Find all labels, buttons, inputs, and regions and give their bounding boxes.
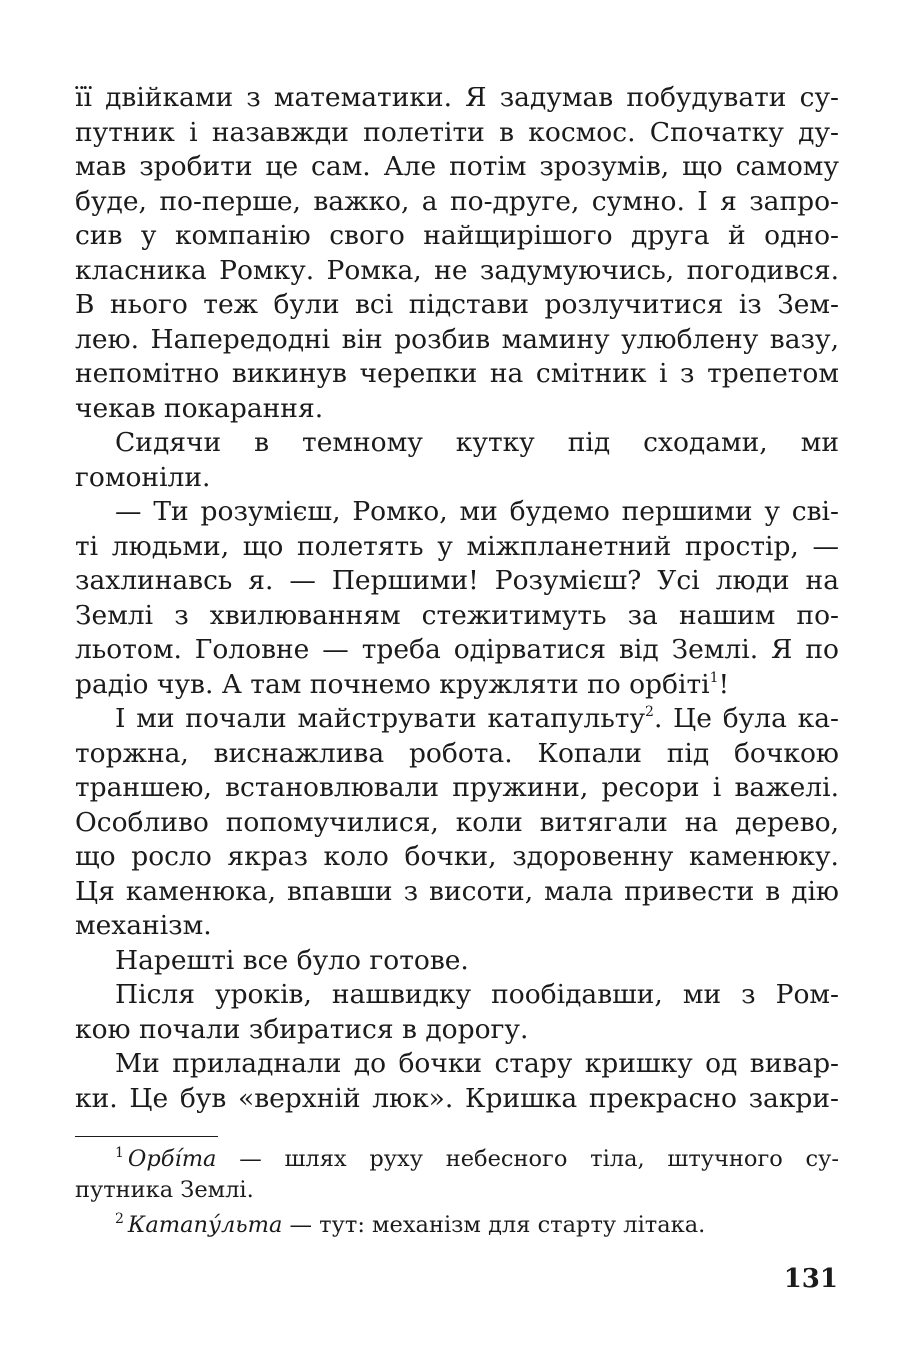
text-line bbox=[75, 633, 839, 668]
text-line-content: сив у компанію свого найщирішого друга й одно- bbox=[75, 220, 839, 251]
text-line bbox=[75, 288, 839, 323]
text-line bbox=[75, 1082, 839, 1117]
body-text bbox=[75, 81, 839, 1116]
text-line bbox=[75, 254, 839, 289]
text-line-content: гомоніли. bbox=[75, 461, 211, 493]
text-line-content: льотом. Головне — треба одірватися від Землі. Я по bbox=[75, 634, 839, 665]
text-line bbox=[75, 495, 839, 530]
text-line bbox=[75, 909, 839, 944]
text-line-content: непомітно викинув черепки на смітник і з трепетом bbox=[75, 358, 839, 389]
text-line-content: класника Ромку. Ромка, не задумуючись, погодився. bbox=[75, 254, 839, 286]
text-line bbox=[75, 771, 839, 806]
text-line-content: що росло якраз коло бочки, здоровенну каменюку. bbox=[75, 841, 839, 872]
text-line-content: Ця каменюка, впавши з висоти, мала привести в дію bbox=[75, 875, 839, 907]
text-line-content: Землі з хвилюванням стежитимуть за нашим по- bbox=[75, 599, 839, 631]
text-line bbox=[75, 219, 839, 254]
text-line-tail: ! bbox=[718, 668, 730, 700]
text-line bbox=[75, 426, 839, 461]
text-line-content: чекав покарання. bbox=[75, 392, 324, 424]
text-line-content: ті людьми, що полетять у міжпланетний простір, — bbox=[75, 530, 839, 562]
text-line bbox=[75, 599, 839, 634]
text-line-content: захлинавсь я. — Першими! Розумієш? Усі люди на bbox=[75, 565, 839, 596]
text-line bbox=[75, 392, 839, 427]
text-line bbox=[75, 150, 839, 185]
text-line bbox=[75, 116, 839, 151]
footnote-2-term: Катапу́льта bbox=[127, 1212, 283, 1238]
footnote-1-number: 1 bbox=[115, 1145, 124, 1161]
footnote-divider bbox=[75, 1136, 218, 1137]
text-line-content: В нього теж були всі підстави розлучитися із Зем- bbox=[75, 289, 839, 320]
footnote-2 bbox=[75, 1210, 839, 1241]
text-line-content: — Ти розумієш, Ромко, ми будемо першими у сві- bbox=[115, 496, 839, 527]
text-line-content: І ми почали майструвати катапульту bbox=[115, 703, 646, 734]
footnote-1-term: Орбі́та bbox=[127, 1146, 217, 1172]
text-line-content: мав зробити це сам. Але потім зрозумів, що самому bbox=[75, 151, 839, 182]
text-line-content: путник і назавжди полетіти в космос. Спочатку ду- bbox=[75, 116, 839, 148]
text-line-tail: . Це була ка- bbox=[653, 703, 840, 734]
footnote-marker: 1 bbox=[709, 669, 719, 686]
text-line-content: Нарешті все було готове. bbox=[115, 944, 469, 976]
footnotes bbox=[75, 1144, 839, 1241]
text-line-content: лею. Напередодні він розбив мамину улюблену вазу, bbox=[75, 323, 839, 355]
text-line bbox=[75, 875, 839, 910]
text-line bbox=[75, 461, 839, 496]
text-line bbox=[75, 668, 839, 703]
text-line bbox=[75, 978, 839, 1013]
text-line bbox=[75, 357, 839, 392]
text-line bbox=[75, 185, 839, 220]
text-line-content: Особливо попомучилися, коли витягали на дерево, bbox=[75, 806, 839, 838]
text-line bbox=[75, 564, 839, 599]
text-line-content: ки. Це був «верхній люк». Кришка прекрасно закри- bbox=[75, 1082, 839, 1114]
footnote-1 bbox=[75, 1144, 839, 1175]
text-line bbox=[75, 702, 839, 737]
footnote-1-text: — шлях руху небесного тіла, штучного су- bbox=[216, 1146, 839, 1172]
text-line-content: торжна, виснажлива робота. Копали під бочкою bbox=[75, 737, 839, 769]
text-line-content: Сидячи в темному кутку під сходами, ми bbox=[115, 427, 839, 458]
text-line-content: траншею, встановлювали пружини, ресори і важелі. bbox=[75, 772, 839, 803]
text-line-content: Після уроків, нашвидку пообідавши, ми з Ром- bbox=[115, 979, 839, 1010]
text-line bbox=[75, 1047, 839, 1082]
text-line bbox=[75, 806, 839, 841]
text-line bbox=[75, 1013, 839, 1048]
footnote-marker: 2 bbox=[645, 704, 654, 720]
text-line bbox=[75, 530, 839, 565]
text-line bbox=[75, 944, 839, 979]
text-line-content: радіо чув. А там почнемо кружляти по орбіті bbox=[75, 668, 710, 700]
text-line-content: механізм. bbox=[75, 910, 212, 941]
footnote-2-number: 2 bbox=[115, 1211, 124, 1227]
text-line-content: її двійками з математики. Я задумав побудувати су- bbox=[75, 82, 839, 113]
text-line-content: кою почали збиратися в дорогу. bbox=[75, 1013, 529, 1045]
text-line bbox=[75, 840, 839, 875]
text-line-content: буде, по-перше, важко, а по-друге, сумно. І я запро- bbox=[75, 185, 839, 217]
text-line-content: Ми приладнали до бочки стару кришку од вивар- bbox=[115, 1048, 839, 1079]
footnote-1-continuation: путника Землі. bbox=[75, 1177, 254, 1203]
text-line bbox=[75, 81, 839, 116]
page-number: 131 bbox=[783, 1264, 838, 1294]
text-line bbox=[75, 737, 839, 772]
text-line bbox=[75, 323, 839, 358]
footnote-2-text: — тут: механізм для старту літака. bbox=[282, 1212, 706, 1238]
